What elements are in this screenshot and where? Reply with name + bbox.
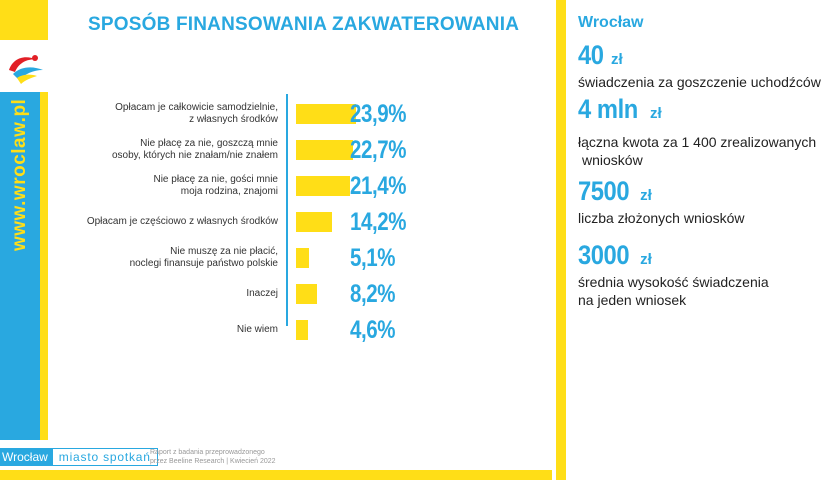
bar bbox=[296, 248, 309, 268]
stat-item-3 bbox=[578, 176, 840, 227]
stat-desc-line: wniosków bbox=[582, 152, 643, 168]
footer-note bbox=[150, 448, 300, 466]
category-label-line: z własnych środków bbox=[189, 114, 278, 125]
stat-number: 4 mln bbox=[578, 94, 638, 124]
stat-item-4 bbox=[578, 240, 840, 309]
stat-desc-line: liczba złożonych wniosków bbox=[578, 210, 745, 226]
category-label-line: Nie płacę za nie, gości mnie bbox=[153, 174, 278, 185]
stat-desc-line: świadczenia za goszczenie uchodźców bbox=[578, 74, 821, 90]
category-label-line: moja rodzina, znajomi bbox=[180, 186, 278, 197]
category-label-line: Opłacam je całkowicie samodzielnie, bbox=[115, 102, 278, 113]
category-label-line: Nie płacę za nie, goszczą mnie bbox=[140, 138, 278, 149]
stat-desc-line: łączna kwota za 1 400 zrealizowanych bbox=[578, 134, 817, 150]
strip-yellow-edge bbox=[40, 92, 48, 440]
footer-city: Wrocław bbox=[0, 448, 52, 466]
stat-number: 3000 bbox=[578, 240, 630, 270]
value-label: 4,6% bbox=[350, 316, 396, 344]
chart-axis-line bbox=[286, 94, 288, 326]
footer-brand[interactable] bbox=[0, 448, 158, 466]
footer-note-line: Raport z badania przeprowadzonego bbox=[150, 449, 265, 456]
strip-yellow-top bbox=[0, 0, 48, 40]
stat-item-2 bbox=[578, 94, 840, 169]
value-label: 8,2% bbox=[350, 280, 396, 308]
bar bbox=[296, 320, 308, 340]
stat-number: 7500 bbox=[578, 176, 630, 206]
bar bbox=[296, 212, 332, 232]
stat-description bbox=[578, 273, 840, 309]
stat-desc-line: na jeden wniosek bbox=[578, 292, 687, 308]
bar bbox=[296, 104, 356, 124]
value-label: 22,7% bbox=[350, 136, 407, 164]
category-label bbox=[60, 138, 278, 162]
bar bbox=[296, 176, 350, 196]
category-label bbox=[60, 288, 278, 300]
category-label bbox=[60, 174, 278, 198]
right-panel bbox=[578, 0, 840, 480]
stat-value bbox=[578, 94, 840, 125]
category-label-line: osoby, których nie znałam/nie znałem bbox=[111, 150, 278, 161]
category-label bbox=[60, 246, 278, 270]
bar-chart bbox=[60, 88, 460, 344]
stat-unit: zł bbox=[650, 105, 662, 122]
wroclaw-logo-icon bbox=[3, 44, 47, 88]
chart-title: SPOSÓB FINANSOWANIA ZAKWATEROWANIA bbox=[88, 14, 520, 35]
stat-unit: zł bbox=[640, 251, 652, 268]
stat-unit: zł bbox=[611, 51, 623, 68]
category-label bbox=[60, 216, 278, 228]
category-label bbox=[60, 102, 278, 126]
category-label-line: Opłacam je częściowo z własnych środków bbox=[86, 216, 278, 227]
category-label bbox=[60, 324, 278, 336]
stat-description bbox=[578, 209, 840, 227]
footer-note-line: przez Beeline Research | Kwiecień 2022 bbox=[150, 458, 276, 465]
category-label-line: Nie muszę za nie płacić, bbox=[170, 246, 278, 257]
stat-description bbox=[578, 73, 840, 91]
city-heading: Wrocław bbox=[578, 14, 644, 31]
stat-value bbox=[578, 240, 840, 271]
bar bbox=[296, 140, 353, 160]
divider bbox=[556, 0, 566, 480]
value-label: 21,4% bbox=[350, 172, 407, 200]
bar bbox=[296, 284, 317, 304]
footer-tagline: miasto spotkań bbox=[52, 448, 158, 466]
stat-desc-line: średnia wysokość świadczenia bbox=[578, 274, 769, 290]
bottom-yellow-bar bbox=[0, 470, 552, 480]
stat-value bbox=[578, 176, 840, 207]
left-strip bbox=[0, 0, 48, 480]
stat-number: 40 bbox=[578, 40, 604, 70]
value-label: 14,2% bbox=[350, 208, 407, 236]
stat-unit: zł bbox=[640, 187, 652, 204]
stat-value bbox=[578, 40, 840, 71]
value-label: 5,1% bbox=[350, 244, 396, 272]
category-label-line: noclegi finansuje państwo polskie bbox=[129, 258, 278, 269]
value-label: 23,9% bbox=[350, 100, 407, 128]
category-label-line: Nie wiem bbox=[236, 324, 278, 335]
vertical-url[interactable]: www.wroclaw.pl bbox=[9, 98, 30, 252]
category-label-line: Inaczej bbox=[246, 288, 278, 299]
stat-description bbox=[578, 133, 840, 169]
stat-item-1 bbox=[578, 40, 840, 91]
